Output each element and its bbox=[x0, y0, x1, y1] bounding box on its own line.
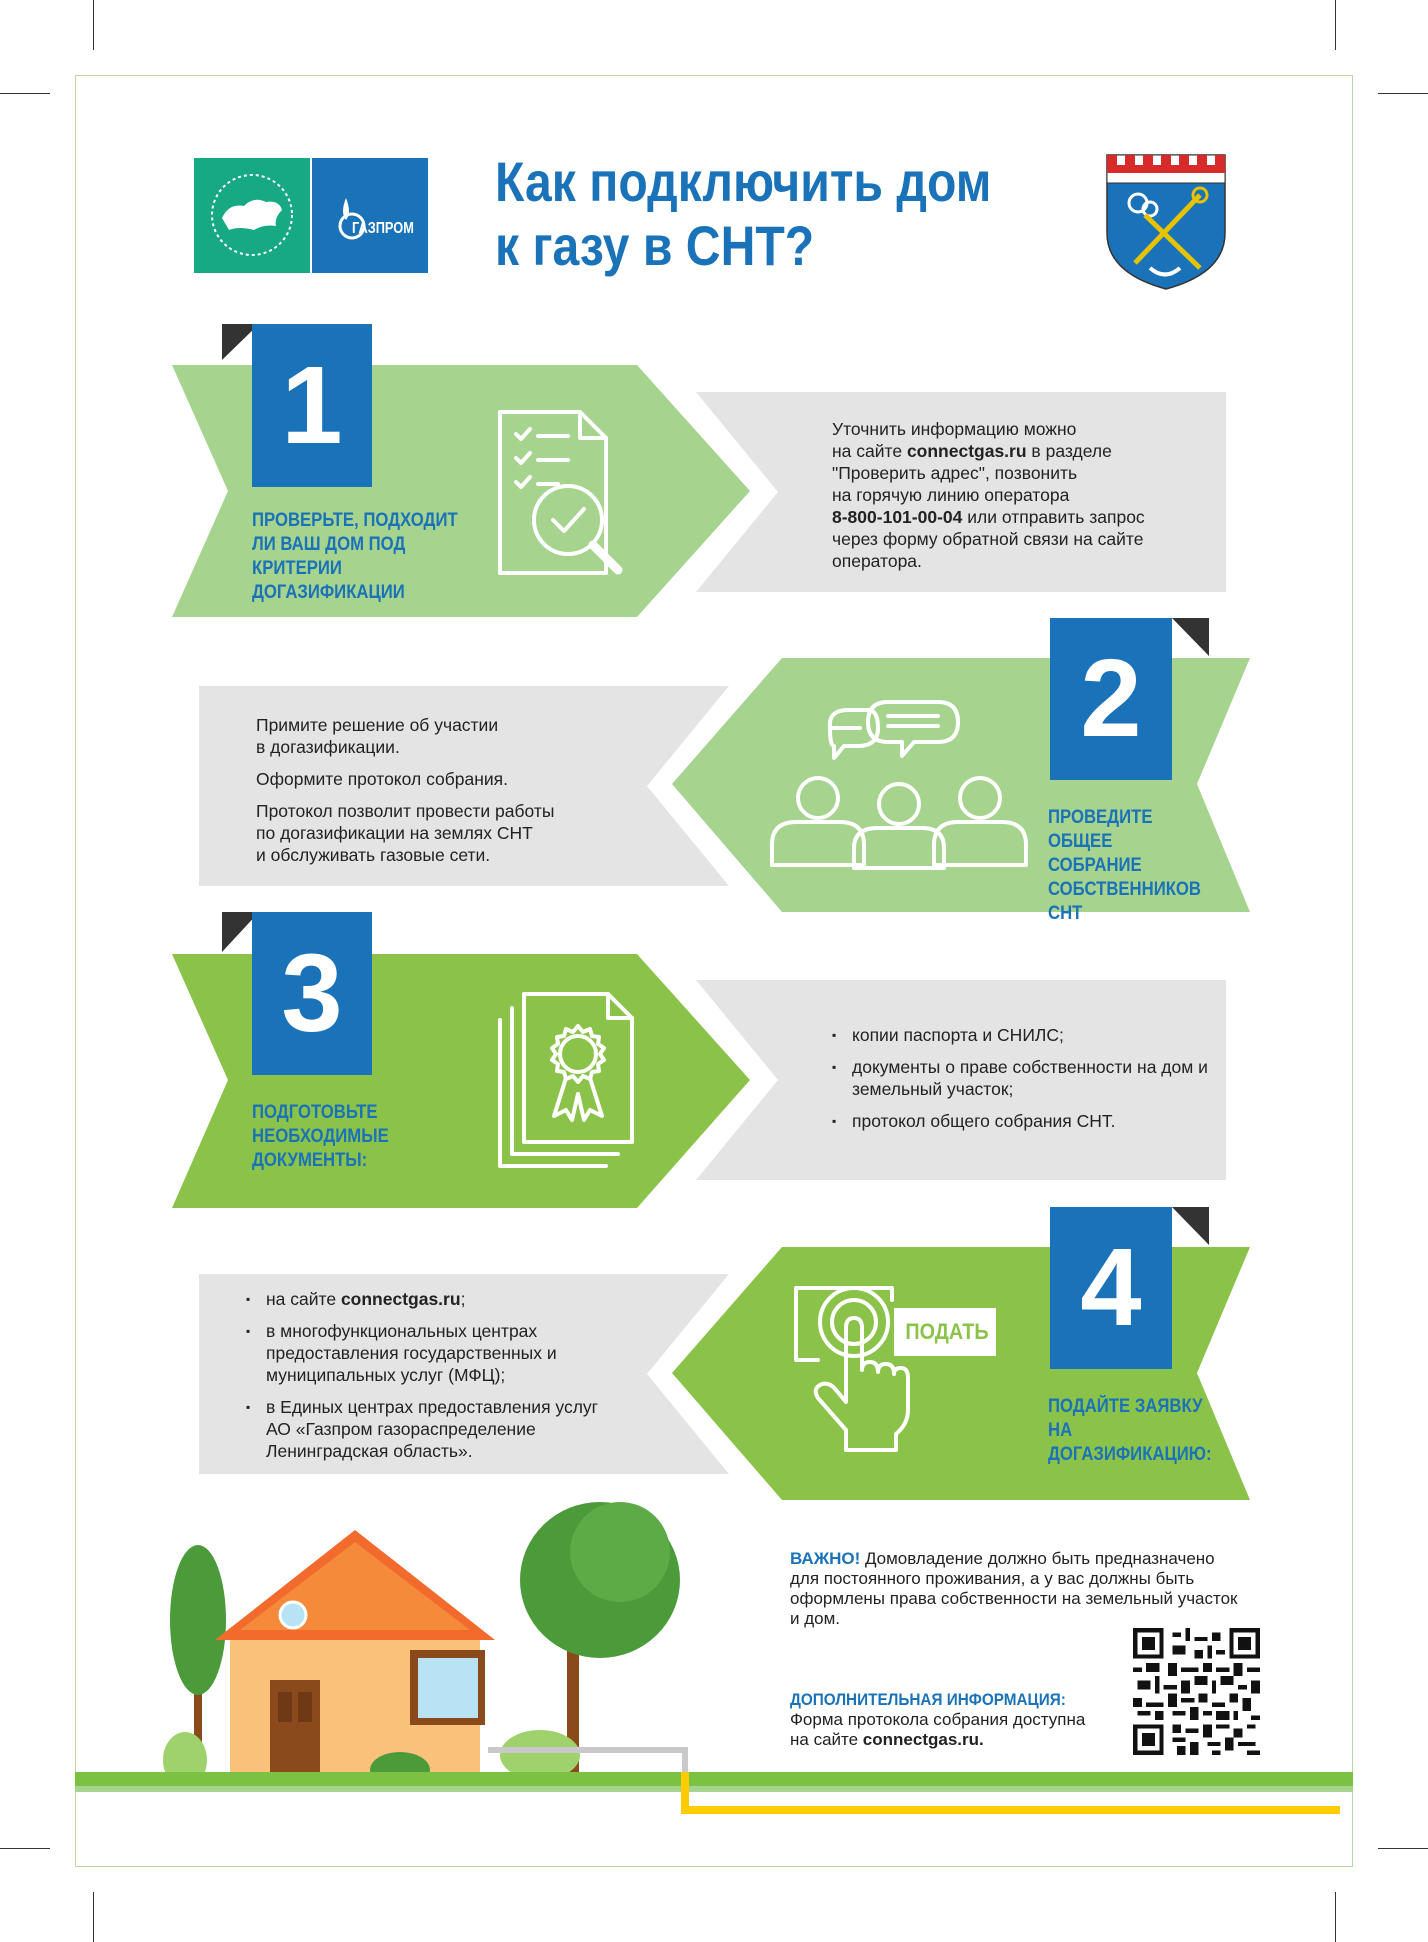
hand-press-button-icon bbox=[788, 1280, 1008, 1455]
document-item: ▪ копии паспорта и СНИЛС; bbox=[832, 1024, 1212, 1046]
step-2-description: Примите решение об участии в догазификации. Оформите протокол собрания. Протокол позволит провести работы по догазификации на землях СНТ и обслуживать газовые сети. bbox=[256, 715, 555, 865]
submit-channel-item: ▪ в Единых центрах предоставления услуг АО «Газпром газораспределение Ленинградская область». bbox=[246, 1396, 606, 1462]
document-item: ▪ протокол общего собрания СНТ. bbox=[832, 1110, 1212, 1132]
important-note: ВАЖНО! Домовладение должно быть предназначено для постоянного проживания, а у вас должны быть оформлены права собственности на земельный участок и дом. bbox=[790, 1549, 1238, 1628]
step-2-title: ПРОВЕДИТЕ ОБЩЕЕ СОБРАНИЕ СОБСТВЕННИКОВ СНТ bbox=[1048, 807, 1202, 924]
submit-channel-item: ▪ в многофункциональных центрах предоставления государственных и муниципальных услуг (МФЦ); bbox=[246, 1320, 566, 1386]
step-1-description: Уточнить информацию можно на сайте connectgas.ru в разделе "Проверить адрес", позвонить на горячую линию оператора 8-800-101-00-04 или отправить запрос через форму обратной связи на сайте оператора. bbox=[832, 419, 1145, 571]
step-1-title: ПРОВЕРЬТЕ, ПОДХОДИТ ЛИ ВАШ ДОМ ПОД КРИТЕРИИ ДОГАЗИФИКАЦИИ bbox=[252, 510, 458, 603]
step-4-description bbox=[246, 1288, 626, 1472]
qr-code bbox=[1133, 1628, 1260, 1755]
page-title: Как подключить дом к газу в СНТ? bbox=[495, 150, 992, 277]
step-3-number: 3 bbox=[252, 912, 372, 1075]
step-2-number: 2 bbox=[1050, 618, 1172, 780]
submit-channel-item: ▪ на сайте connectgas.ru; bbox=[246, 1288, 626, 1310]
step-4-title: ПОДАЙТЕ ЗАЯВКУ НА ДОГАЗИФИКАЦИЮ: bbox=[1048, 1396, 1212, 1465]
document-item: ▪ документы о праве собственности на дом и земельный участок; bbox=[832, 1056, 1212, 1100]
certificate-documents-icon bbox=[498, 990, 643, 1170]
step-3-description bbox=[832, 1024, 1212, 1142]
step-1-number: 1 bbox=[252, 324, 372, 487]
additional-info: ДОПОЛНИТЕЛЬНАЯ ИНФОРМАЦИЯ: Форма протокола собрания доступна на сайте connectgas.ru. bbox=[790, 1690, 1086, 1749]
step-4-number: 4 bbox=[1050, 1207, 1172, 1369]
step-3-title: ПОДГОТОВЬТЕ НЕОБХОДИМЫЕ ДОКУМЕНТЫ: bbox=[252, 1102, 389, 1171]
gazprom-logo: ГАЗПРОМ bbox=[312, 158, 428, 273]
submit-button-label: ПОДАТЬ bbox=[905, 1319, 989, 1344]
people-meeting-icon bbox=[768, 700, 1030, 870]
document-magnifier-icon bbox=[498, 410, 648, 585]
